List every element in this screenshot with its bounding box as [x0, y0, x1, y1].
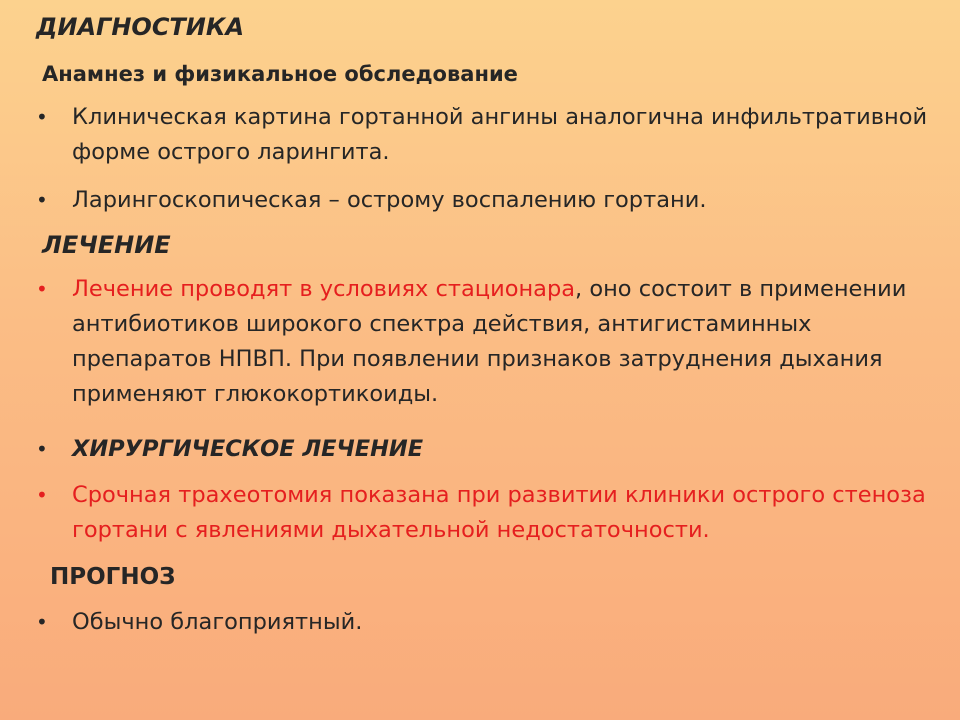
bullet-treatment-rest-text: , оно состоит в применении антибиотиков широкого спектра действия, антигистаминных препаратов НПВП. При появлении признаков затруднения дыхания применяют глюкокортикоиды.: [72, 276, 907, 407]
bullet-dot: •: [36, 610, 48, 634]
bullet-clinical-text: Клиническая картина гортанной ангины аналогична инфильтративной форме острого ларингита.: [72, 104, 928, 165]
bullet-dot: •: [36, 188, 48, 212]
subheading-anamnesis: Анамнез и физикальное обследование: [42, 62, 518, 86]
bullet-laryngoscopic-text: Ларингоскопическая – острому воспалению гортани.: [72, 187, 707, 213]
heading-prognosis: ПРОГНОЗ: [50, 564, 176, 590]
bullet-dot: •: [36, 483, 48, 507]
bullet-surgical-text: ХИРУРГИЧЕСКОЕ ЛЕЧЕНИЕ: [72, 436, 424, 462]
heading-diagnostics: ДИАГНОСТИКА: [36, 13, 245, 41]
bullet-dot: •: [36, 437, 48, 461]
bullet-dot: •: [36, 277, 48, 301]
heading-treatment: ЛЕЧЕНИЕ: [42, 231, 171, 259]
bullet-tracheotomy-text: Срочная трахеотомия показана при развитии клиники острого стеноза гортани с явлениями дыхательной недостаточности.: [72, 482, 926, 543]
bullet-prognosis-text: Обычно благоприятный.: [72, 609, 363, 635]
bullet-dot: •: [36, 105, 48, 129]
bullet-treatment-red-text: Лечение проводят в условиях стационара: [72, 276, 576, 302]
